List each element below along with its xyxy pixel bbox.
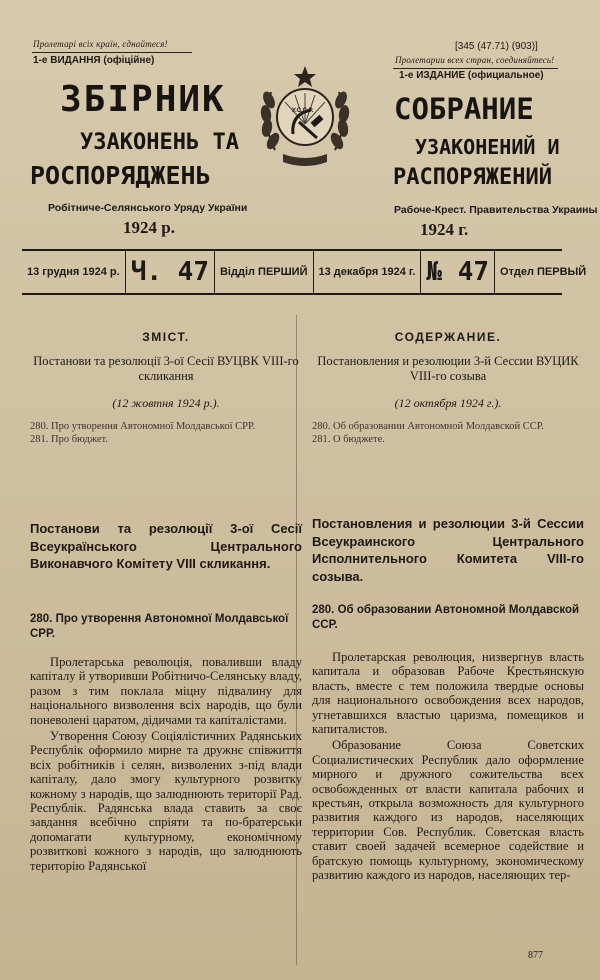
header-right-motto: Пролетарии всех стран, соединяйтесь!: [395, 55, 555, 65]
coat-of-arms-icon: [255, 62, 355, 172]
header-right-title-3: РАСПОРЯЖЕНИЙ: [393, 165, 552, 190]
body-ru: [312, 650, 584, 883]
header-right-subtitle: Рабоче-Крест. Правительства Украины: [394, 204, 598, 216]
contents-date-ru: (12 октября 1924 г.).: [394, 396, 502, 410]
body-ua: [30, 655, 302, 873]
contents-heading-ru: СОДЕРЖАНИЕ.: [394, 330, 502, 344]
body-paragraph: Утворення Союзу Соціялістичних Радянських Республік оформило мирне та дружнє співжиття всіх робітників і селян, визволених з-під влади капіталу, дало змогу культурного розвитку кожному з народів, що залюднюють території Рад. Республік. Радянська влада ставить за своє завдання всебічно спріяти та по-братерськи допомагати культурному, економічному розвиткові кожного з народів, що залюднюють територію Радянської: [30, 729, 302, 873]
issue-date-ru: 13 декабря 1924 г.: [318, 266, 416, 278]
header-left-rule: [32, 52, 192, 53]
header-right-title-2: УЗАКОНЕНИЙ И: [415, 135, 560, 159]
issue-info-row: [22, 249, 587, 295]
body-paragraph: Пролетарська революція, поваливши владу капіталу й утворивши Робітничо-Селянську владу, разом з тим поклала міцну підвалину для національного визволення всіх народів, що були поневолені царатом, дідичами та капіталістами.: [30, 655, 302, 727]
issue-number-ru: № 47: [426, 257, 490, 287]
contents-left: [30, 330, 302, 446]
decree-title-ua: Постанови та резолюції 3-ої Сесії Всеукраїнського Центрального Виконавчого Комітету VIII скликання.: [30, 521, 302, 571]
header-right-edition: 1-е ИЗДАНИЕ (официальное): [399, 70, 544, 81]
contents-subheading-ua: Постанови та резолюції 3-ої Сесії ВУЦВК VIII-го скликання: [33, 354, 299, 383]
toc-item: 281. Про бюджет.: [30, 433, 108, 445]
issue-number-ua: Ч. 47: [130, 257, 209, 287]
contents-date-ua: (12 жовтня 1924 р.).: [112, 396, 220, 410]
header-left-title-2: УЗАКОНЕНЬ ТА: [80, 130, 239, 155]
issue-date-ua: 13 грудня 1924 р.: [27, 266, 120, 278]
header-left-title-3: РОСПОРЯДЖЕНЬ: [30, 161, 211, 190]
contents-right: [312, 330, 584, 446]
header-left-year: 1924 р.: [123, 218, 175, 237]
header-right-index: [345 (47.71) (903)]: [455, 41, 538, 52]
section-280-title-ru: 280. Об образовании Автономной Молдавской ССР.: [312, 604, 580, 631]
body-paragraph: Пролетарская революция, низвергнув власть капитала и образовав Рабоче Крестьянскую власть, вместе с тем положила твердые основы для национального освобождения всех народов, угнетавшихся властью царизма, помещиков и капиталистов.: [312, 650, 584, 737]
header-left-motto: Пролетарі всіх країн, єднайтеся!: [33, 39, 168, 49]
header-left-title-1: ЗБІРНИК: [60, 79, 226, 120]
emblem-label: У.С.С.Р.: [292, 108, 314, 114]
ussr-emblem: [255, 62, 355, 172]
contents-heading-ua: ЗМІСТ.: [142, 330, 190, 344]
toc-item: 280. Об образовании Автономной Молдавской ССР.: [312, 421, 544, 432]
header-right-year: 1924 г.: [420, 220, 469, 239]
header-left-subtitle: Робітниче-Селянського Уряду України: [48, 202, 248, 214]
header-right-title-1: СОБРАНИЕ: [394, 92, 534, 126]
header-left-edition: 1-е ВИДАННЯ (офіційне): [33, 55, 155, 66]
toc-item: 281. О бюджете.: [312, 433, 385, 445]
toc-item: 280. Про утворення Автономної Молдавської СРР.: [30, 421, 256, 432]
section-280-title-ua: 280. Про утворення Автономної Молдавської СРР.: [30, 613, 289, 640]
section-ua: Відділ ПЕРШИЙ: [219, 266, 308, 278]
body-paragraph: Образование Союза Советских Социалистических Республик дало оформление мирного и дружного сожительства всех освобожденных от власти капитала рабочих и крестьян, открыла возможность для культурного развития каждого из народов, населяющих территории Сов. Республик. Советская власть ставит своей задачей всемерное содействие и братскую помощь культурному, экономическому развитию каждого из народов, населяющих тер-: [312, 738, 584, 883]
section-ru: Отдел ПЕРВЫЙ: [500, 266, 587, 278]
contents-subheading-ru: Постановления и резолюции 3-й Сессии ВУЦИК VIII-го созыва: [317, 354, 579, 383]
page-number: 877: [528, 950, 543, 961]
header-right-rule: [393, 68, 558, 69]
decree-title-ru: Постановления и резолюции 3-й Сессии Всеукраинского Центрального Исполнительного Комитета VIII-го созыва.: [312, 516, 584, 584]
